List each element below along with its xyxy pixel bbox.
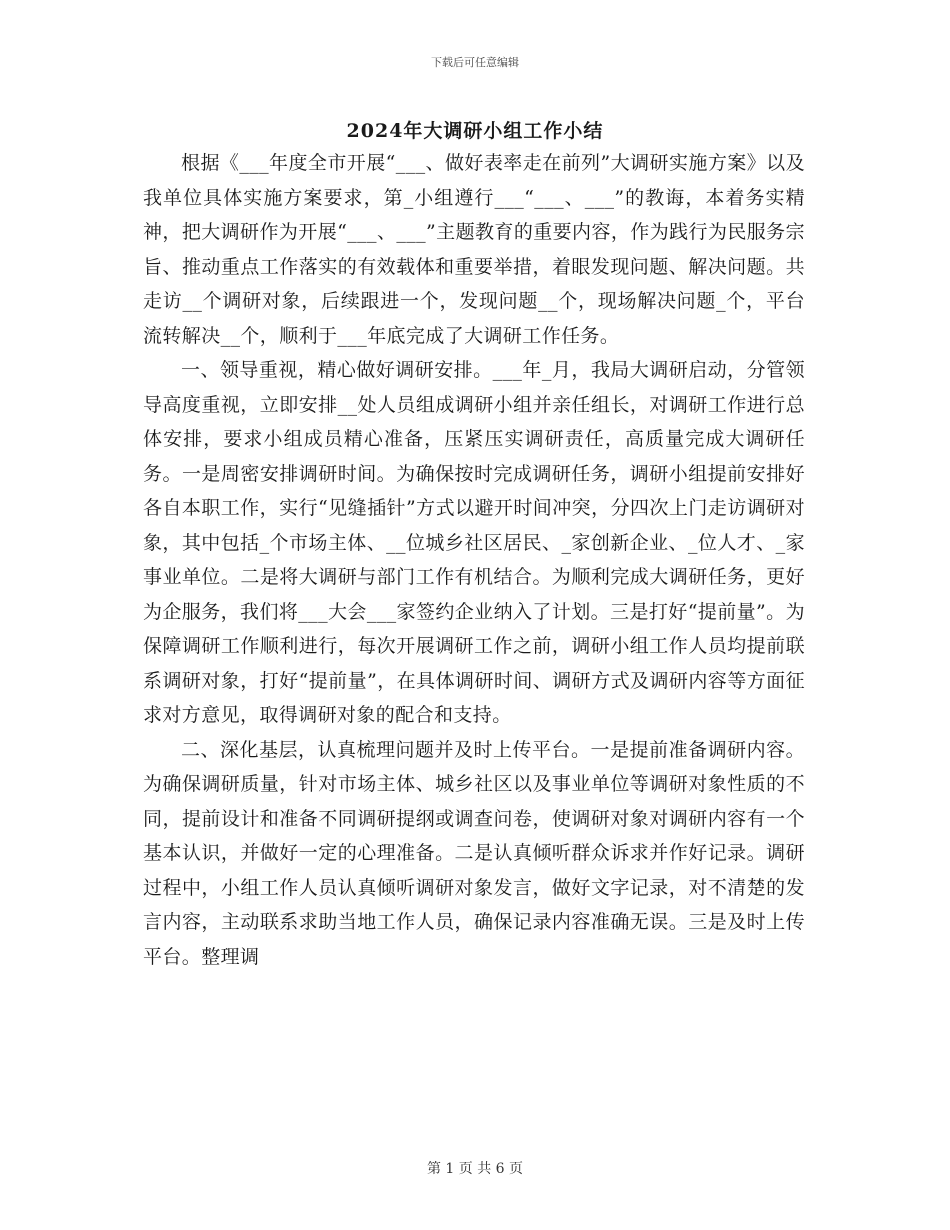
document-body xyxy=(143,146,805,974)
paragraph-section-one: 一、领导重视，精心做好调研安排。___年_月，我局大调研启动，分管领导高度重视，立即安排__处人员组成调研小组并亲任组长，对调研工作进行总体安排，要求小组成员精心准备，压紧压实调研责任，高质量完成大调研任务。一是周密安排调研时间。为确保按时完成调研任务，调研小组提前安排好各自本职工作，实行“见缝插针”方式以避开时间冲突，分四次上门走访调研对象，其中包括_个市场主体、__位城乡社区居民、_家创新企业、_位人才、_家事业单位。二是将大调研与部门工作有机结合。为顺利完成大调研任务，更好为企服务，我们将___大会___家签约企业纳入了计划。三是打好“提前量”。为保障调研工作顺利进行，每次开展调研工作之前，调研小组工作人员均提前联系调研对象，打好“提前量”，在具体调研时间、调研方式及调研内容等方面征求对方意见，取得调研对象的配合和支持。 xyxy=(143,359,805,726)
header-note: 下载后可任意编辑 xyxy=(431,56,519,69)
document-title: 2024年大调研小组工作小结 xyxy=(346,120,604,142)
paragraph-intro: 根据《___年度全市开展“___、做好表率走在前列”大调研实施方案》以及我单位具体实施方案要求，第_小组遵行___“___、___”的教诲，本着务实精神，把大调研作为开展“___、___”主题教育的重要内容，作为践行为民服务宗旨、推动重点工作落实的有效载体和重要举措，着眼发现问题、解决问题。共走访__个调研对象，后续跟进一个，发现问题__个，现场解决问题_个，平台流转解决__个，顺利于___年底完成了大调研工作任务。 xyxy=(143,152,805,347)
paragraph-section-two: 二、深化基层，认真梳理问题并及时上传平台。一是提前准备调研内容。为确保调研质量，针对市场主体、城乡社区以及事业单位等调研对象性质的不同，提前设计和准备不同调研提纲或调查问卷，使调研对象对调研内容有一个基本认识，并做好一定的心理准备。二是认真倾听群众诉求并作好记录。调研过程中，小组工作人员认真倾听调研对象发言，做好文字记录，对不清楚的发言内容，主动联系求助当地工作人员，确保记录内容准确无误。三是及时上传平台。整理调 xyxy=(143,738,805,968)
page-number: 第 1 页 共 6 页 xyxy=(426,1161,524,1177)
